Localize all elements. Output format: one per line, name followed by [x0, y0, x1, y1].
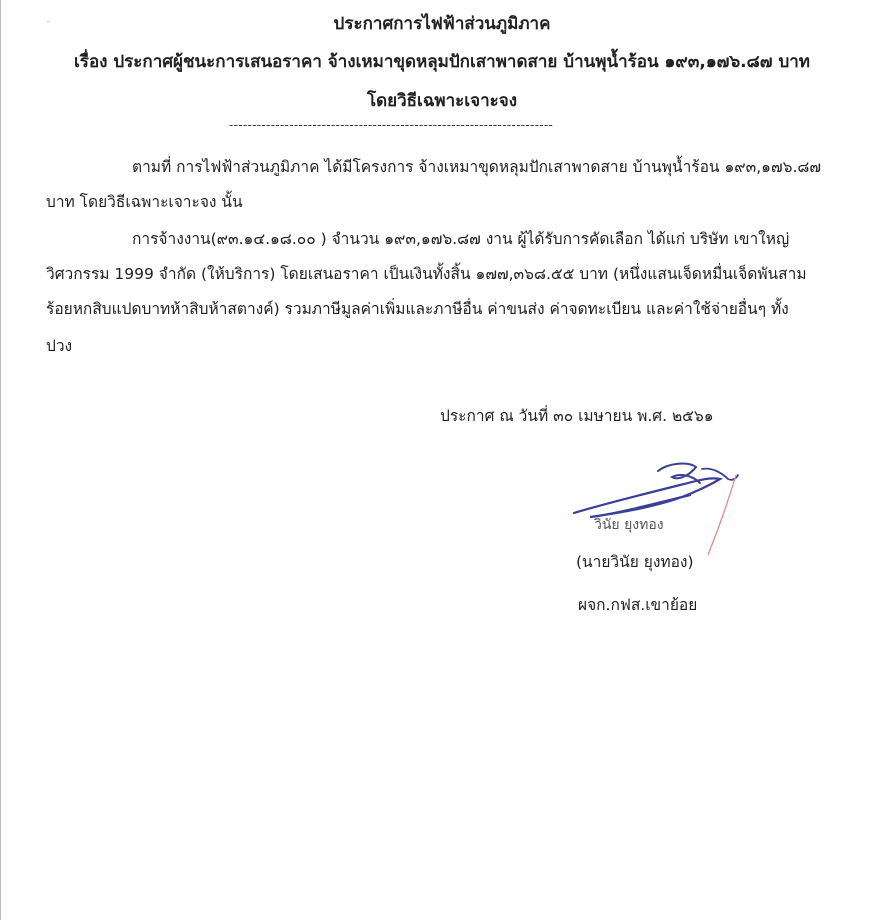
- header-line-3: โดยวิธีเฉพาะเจาะจง: [366, 91, 518, 111]
- signature-stroke-main: [574, 478, 720, 517]
- signature-typed-name: วินัย ยุงทอง: [594, 517, 664, 533]
- body-line-6: ปวง: [46, 337, 73, 355]
- scan-dot: ◦: [46, 18, 52, 28]
- body-line-4: วิศวกรรม 1999 จำกัด (ให้บริการ) โดยเสนอราคา เป็นเงินทั้งสิ้น ๑๗๗,๓๖๘.๕๕ บาท (หนึ่งแสนเจ็ดหมื่นเจ็ดพันสาม: [46, 265, 807, 283]
- pen-check-mark: [708, 475, 736, 555]
- page-edge-line: [0, 0, 1, 920]
- body-line-3: การจ้างงาน(๙๓.๑๔.๑๘.๐๐ ) จำนวน ๑๙๓,๑๗๖.๘๗ งาน ผู้ได้รับการคัดเลือก ได้แก่ บริษัท เขาใหญ่: [132, 230, 790, 248]
- header-line-1: ประกาศการไฟฟ้าส่วนภูมิภาค: [333, 14, 551, 34]
- announcement-date: ประกาศ ณ วันที่ ๓๐ เมษายน พ.ศ. ๒๕๖๑: [440, 407, 714, 425]
- signatory-name: (นายวินัย ยุงทอง): [576, 553, 694, 571]
- separator-line: ----------------------------------------------------------------------: [229, 118, 554, 132]
- header-line-2: เรื่อง ประกาศผู้ชนะการเสนอราคา จ้างเหมาขุดหลุมปักเสาพาดสาย บ้านพุน้ำร้อน ๑๙๓,๑๗๖.๘๗ บาท: [74, 52, 810, 72]
- body-line-5: ร้อยหกสิบแปดบาทห้าสิบห้าสตางค์) รวมภาษีมูลค่าเพิ่มและภาษีอื่น ค่าขนส่ง ค่าจดทะเบียน และค่าใช้จ่ายอื่นๆ ทั้ง: [46, 300, 789, 318]
- signature-stroke-loop: [658, 464, 700, 483]
- signatory-position: ผจก.กฟส.เขาย้อย: [578, 596, 698, 614]
- body-line-2: บาท โดยวิธีเฉพาะเจาะจง นั้น: [46, 193, 243, 211]
- body-line-1: ตามที่ การไฟฟ้าส่วนภูมิภาค ได้มีโครงการ จ้างเหมาขุดหลุมปักเสาพาดสาย บ้านพุน้ำร้อน ๑๙๓,๑๗๖.๘๗: [132, 158, 822, 176]
